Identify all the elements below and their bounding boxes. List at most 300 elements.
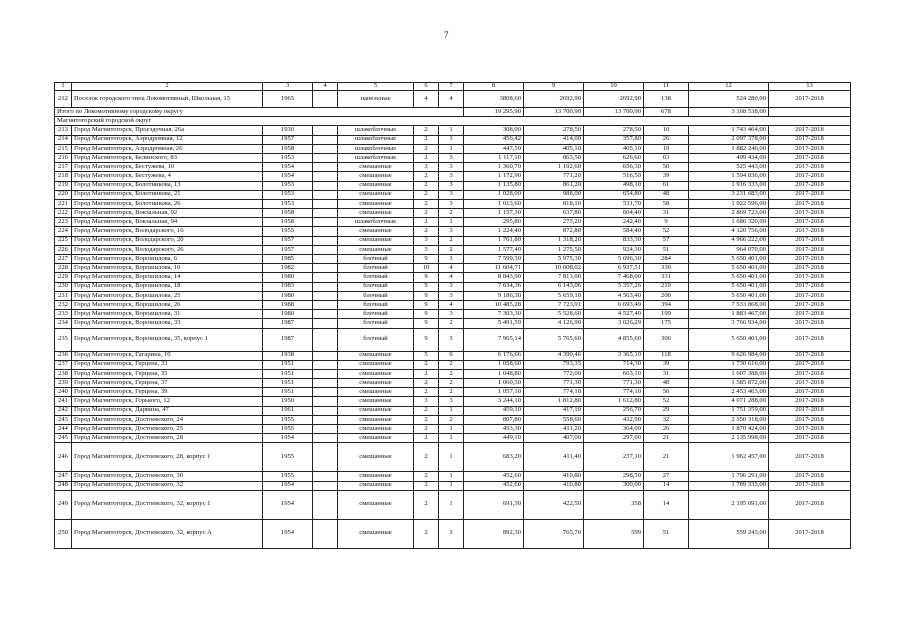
- table-row: [55, 227, 851, 236]
- repair-period-cell: 2017-2018: [769, 351, 851, 360]
- entrances-cell: 3: [439, 310, 464, 319]
- row-number-cell: 219: [55, 181, 72, 190]
- address-cell: Город Магнитогорск, Бестужева, 4: [72, 172, 263, 181]
- address-cell: Город Магнитогорск, Ворошилова, 25: [72, 291, 263, 300]
- living-area-cell: 818,10: [524, 199, 584, 208]
- residential-area-cell: 432,90: [584, 415, 644, 424]
- table-row: [55, 519, 851, 548]
- floors-cell: 9: [414, 300, 439, 309]
- residents-cell: 10: [644, 126, 689, 135]
- row-number-cell: 228: [55, 264, 72, 273]
- residents-cell: 199: [644, 310, 689, 319]
- total-area-cell: 459,10: [464, 406, 524, 415]
- residents-cell: 63: [644, 153, 689, 162]
- row-number-cell: 222: [55, 209, 72, 218]
- residential-area-cell: 656,30: [584, 163, 644, 172]
- wall-material-cell: смешанные: [338, 190, 414, 199]
- living-area-cell: 5 975,30: [524, 255, 584, 264]
- entrances-cell: 1: [439, 135, 464, 144]
- address-cell: Город Магнитогорск, Достоевского, 28, корпус 1: [72, 443, 263, 472]
- repair-cost-cell: 2 453 463,00: [689, 388, 769, 397]
- living-area-cell: 411,40: [524, 443, 584, 472]
- column-4-cell: [313, 236, 338, 245]
- column-4-cell: [313, 144, 338, 153]
- repair-cost-cell: 7 533 868,00: [689, 300, 769, 309]
- address-cell: Город Магнитогорск, Достоевского, 24: [72, 415, 263, 424]
- column-4-cell: [313, 388, 338, 397]
- wall-material-cell: смешанные: [338, 172, 414, 181]
- total-area-cell: 1 577,40: [464, 245, 524, 254]
- total-area-cell: 1 157,30: [464, 209, 524, 218]
- residential-area-cell: 771,30: [584, 379, 644, 388]
- table-row: [55, 472, 851, 481]
- living-area-cell: 5 528,60: [524, 310, 584, 319]
- residents-cell: 31: [644, 209, 689, 218]
- wall-material-cell: блочный: [338, 264, 414, 273]
- table-row: [55, 300, 851, 309]
- total-area-cell: 1 761,80: [464, 236, 524, 245]
- year-built-cell: 1953: [263, 190, 313, 199]
- repair-period-cell: 2017-2018: [769, 91, 851, 108]
- table-row: [55, 319, 851, 328]
- repair-cost-cell: 4 966 222,00: [689, 236, 769, 245]
- floors-cell: 2: [414, 190, 439, 199]
- residents-cell: 27: [644, 472, 689, 481]
- column-number-4: 4: [313, 83, 338, 91]
- address-cell: Город Магнитогорск, Аэродромная, 26: [72, 144, 263, 153]
- total-area-cell: 1 360,70: [464, 163, 524, 172]
- repair-period-cell: 2017-2018: [769, 172, 851, 181]
- repair-cost-cell: 1 883 467,00: [689, 310, 769, 319]
- repair-period-cell: 2017-2018: [769, 135, 851, 144]
- residents-cell: 57: [644, 236, 689, 245]
- address-cell: Город Магнитогорск, Герцена, 33: [72, 360, 263, 369]
- total-area-cell: 7 634,36: [464, 282, 524, 291]
- repair-cost-cell: 1 796 291,00: [689, 472, 769, 481]
- repair-period-cell: 2017-2018: [769, 415, 851, 424]
- address-cell: Город Магнитогорск, Болотникова, 13: [72, 181, 263, 190]
- wall-material-cell: смешанные: [338, 490, 414, 519]
- floors-cell: 2: [414, 415, 439, 424]
- total-area-cell: 452,60: [464, 472, 524, 481]
- floors-cell: 9: [414, 291, 439, 300]
- residential-area-cell: 498,10: [584, 181, 644, 190]
- residents-cell: 58: [644, 199, 689, 208]
- table-row: [55, 135, 851, 144]
- total-area-cell: 1 057,10: [464, 388, 524, 397]
- row-number-cell: 221: [55, 199, 72, 208]
- repair-period-cell: 2017-2018: [769, 209, 851, 218]
- column-4-cell: [313, 163, 338, 172]
- year-built-cell: 1955: [263, 472, 313, 481]
- residential-area-cell: 5 696,30: [584, 255, 644, 264]
- entrances-cell: 1: [439, 218, 464, 227]
- address-cell: Город Магнитогорск, Достоевского, 32, корпус 1: [72, 490, 263, 519]
- repair-period-cell: 2017-2018: [769, 282, 851, 291]
- address-cell: Город Магнитогорск, Герцена, 39: [72, 388, 263, 397]
- column-number-header-row: [55, 83, 851, 91]
- table-row: [55, 379, 851, 388]
- year-built-cell: 1982: [263, 264, 313, 273]
- wall-material-cell: шлакоблочные: [338, 126, 414, 135]
- year-built-cell: 1951: [263, 369, 313, 378]
- living-area-cell: 407,00: [524, 434, 584, 443]
- repair-period-cell: 2017-2018: [769, 472, 851, 481]
- section-title: Магнитогорский городской округ: [55, 117, 851, 126]
- repair-period-cell: 2017-2018: [769, 328, 851, 351]
- row-number-cell: 217: [55, 163, 72, 172]
- floors-cell: 3: [414, 236, 439, 245]
- residential-area-cell: 663,10: [584, 369, 644, 378]
- entrances-cell: 3: [439, 282, 464, 291]
- wall-material-cell: блочный: [338, 291, 414, 300]
- floors-cell: 9: [414, 282, 439, 291]
- total-area-cell: 807,80: [464, 415, 524, 424]
- table-row: [55, 481, 851, 490]
- total-cost-cell: 3 168 538,00: [689, 108, 769, 117]
- repair-cost-cell: 2 135 998,00: [689, 434, 769, 443]
- column-4-cell: [313, 472, 338, 481]
- year-built-cell: 1965: [263, 91, 313, 108]
- residential-area-cell: 256,70: [584, 406, 644, 415]
- total-area-cell: 683,20: [464, 443, 524, 472]
- residents-cell: 39: [644, 172, 689, 181]
- year-built-cell: 1954: [263, 434, 313, 443]
- year-built-cell: 1987: [263, 328, 313, 351]
- year-built-cell: 1954: [263, 172, 313, 181]
- year-built-cell: 1954: [263, 519, 313, 548]
- residents-cell: 51: [644, 245, 689, 254]
- table-row: [55, 415, 851, 424]
- table-row: [55, 310, 851, 319]
- residential-area-cell: 358: [584, 490, 644, 519]
- total-area-cell: 7 303,30: [464, 310, 524, 319]
- address-cell: Город Магнитогорск, Ворошилова, 6: [72, 255, 263, 264]
- floors-cell: 4: [414, 91, 439, 108]
- residential-area-cell: 4 563,40: [584, 291, 644, 300]
- entrances-cell: 4: [439, 264, 464, 273]
- address-cell: Город Магнитогорск, Проездочная, 26а: [72, 126, 263, 135]
- repair-cost-cell: 1 594 836,00: [689, 172, 769, 181]
- repair-period-cell: 2017-2018: [769, 360, 851, 369]
- repair-cost-cell: 1 916 333,00: [689, 181, 769, 190]
- living-area-cell: 793,35: [524, 360, 584, 369]
- repair-cost-cell: 2 195 091,00: [689, 490, 769, 519]
- year-built-cell: 1957: [263, 135, 313, 144]
- row-number-cell: 230: [55, 282, 72, 291]
- living-area-cell: 1 318,20: [524, 236, 584, 245]
- table-row: [55, 190, 851, 199]
- floors-cell: 2: [414, 218, 439, 227]
- repair-cost-cell: 4 120 756,00: [689, 227, 769, 236]
- living-area-cell: 861,20: [524, 181, 584, 190]
- living-area-cell: 410,80: [524, 472, 584, 481]
- living-area-cell: 10 608,02: [524, 264, 584, 273]
- residents-cell: 394: [644, 300, 689, 309]
- residents-cell: 19: [644, 144, 689, 153]
- table-row: [55, 406, 851, 415]
- table-row: [55, 369, 851, 378]
- residents-cell: 21: [644, 443, 689, 472]
- table-row: [55, 126, 851, 135]
- year-built-cell: 1951: [263, 360, 313, 369]
- row-number-cell: 247: [55, 472, 72, 481]
- repair-cost-cell: 5 650 401,00: [689, 328, 769, 351]
- residential-area-cell: 3 365,10: [584, 351, 644, 360]
- wall-material-cell: смешанные: [338, 434, 414, 443]
- row-number-cell: 231: [55, 291, 72, 300]
- entrances-cell: 3: [439, 190, 464, 199]
- column-4-cell: [313, 369, 338, 378]
- row-number-cell: 229: [55, 273, 72, 282]
- floors-cell: 2: [414, 360, 439, 369]
- table-row: [55, 328, 851, 351]
- year-built-cell: 1955: [263, 425, 313, 434]
- total-area-cell: 447,50: [464, 144, 524, 153]
- column-number-6: 6: [414, 83, 439, 91]
- total-area-cell: 1 135,80: [464, 181, 524, 190]
- table-row: [55, 209, 851, 218]
- residents-cell: 306: [644, 328, 689, 351]
- total-a8-cell: 19 295,90: [464, 108, 524, 117]
- repair-cost-cell: 1 607 388,00: [689, 369, 769, 378]
- wall-material-cell: смешанные: [338, 181, 414, 190]
- column-number-9: 9: [524, 83, 584, 91]
- repair-period-cell: 2017-2018: [769, 245, 851, 254]
- section-title-row: [55, 117, 851, 126]
- floors-cell: 2: [414, 406, 439, 415]
- living-area-cell: 2692,90: [524, 91, 584, 108]
- entrances-cell: 3: [439, 255, 464, 264]
- residents-cell: 14: [644, 481, 689, 490]
- wall-material-cell: смешанные: [338, 397, 414, 406]
- residents-cell: 9: [644, 218, 689, 227]
- floors-cell: 2: [414, 490, 439, 519]
- living-area-cell: 273,20: [524, 218, 584, 227]
- residential-area-cell: 599: [584, 519, 644, 548]
- address-cell: Город Магнитогорск, Ворошилова, 35, корпус 1: [72, 328, 263, 351]
- floors-cell: 2: [414, 425, 439, 434]
- column-4-cell: [313, 360, 338, 369]
- table-row: [55, 282, 851, 291]
- column-4-cell: [313, 209, 338, 218]
- column-4-cell: [313, 190, 338, 199]
- column-4-cell: [313, 291, 338, 300]
- column-number-7: 7: [439, 83, 464, 91]
- living-area-cell: 7 813,00: [524, 273, 584, 282]
- total-row: [55, 108, 851, 117]
- floors-cell: 2: [414, 199, 439, 208]
- year-built-cell: 1953: [263, 181, 313, 190]
- living-area-cell: 1 275,50: [524, 245, 584, 254]
- entrances-cell: 3: [439, 163, 464, 172]
- year-built-cell: 1958: [263, 209, 313, 218]
- column-4-cell: [313, 425, 338, 434]
- address-cell: Город Магнитогорск, Горького, 12: [72, 397, 263, 406]
- row-number-cell: 244: [55, 425, 72, 434]
- repair-cost-cell: 1 962 457,00: [689, 443, 769, 472]
- year-built-cell: 1957: [263, 245, 313, 254]
- column-4-cell: [313, 300, 338, 309]
- residents-cell: 331: [644, 273, 689, 282]
- total-area-cell: 8 843,90: [464, 273, 524, 282]
- column-4-cell: [313, 379, 338, 388]
- living-area-cell: 771,20: [524, 172, 584, 181]
- living-area-cell: 1 812,80: [524, 397, 584, 406]
- floors-cell: 2: [414, 172, 439, 181]
- table-row: [55, 434, 851, 443]
- repair-cost-cell: 1 585 872,00: [689, 379, 769, 388]
- column-4-cell: [313, 172, 338, 181]
- floors-cell: 2: [414, 153, 439, 162]
- address-cell: Город Магнитогорск, Ворошилова, 10: [72, 264, 263, 273]
- table-row: [55, 360, 851, 369]
- column-4-cell: [313, 245, 338, 254]
- living-area-cell: 765,70: [524, 519, 584, 548]
- floors-cell: 2: [414, 481, 439, 490]
- address-cell: Город Магнитогорск, Вокзальная, 94: [72, 218, 263, 227]
- year-built-cell: 1958: [263, 144, 313, 153]
- total-area-cell: 308,00: [464, 126, 524, 135]
- repair-period-cell: 2017-2018: [769, 273, 851, 282]
- residential-area-cell: 242,40: [584, 218, 644, 227]
- residential-area-cell: 6 937,51: [584, 264, 644, 273]
- row-number-cell: 213: [55, 126, 72, 135]
- repair-cost-cell: 964 070,00: [689, 245, 769, 254]
- row-number-cell: 212: [55, 91, 72, 108]
- entrances-cell: 4: [439, 300, 464, 309]
- repair-cost-cell: 3 766 934,00: [689, 319, 769, 328]
- living-area-cell: 771,30: [524, 379, 584, 388]
- floors-cell: 9: [414, 328, 439, 351]
- living-area-cell: 4 126,90: [524, 319, 584, 328]
- entrances-cell: 2: [439, 236, 464, 245]
- residents-cell: 175: [644, 319, 689, 328]
- row-number-cell: 245: [55, 434, 72, 443]
- residential-area-cell: 237,10: [584, 443, 644, 472]
- repair-period-cell: 2017-2018: [769, 300, 851, 309]
- row-number-cell: 232: [55, 300, 72, 309]
- residential-area-cell: 300,00: [584, 481, 644, 490]
- repair-cost-cell: 1 789 335,00: [689, 481, 769, 490]
- row-number-cell: 240: [55, 388, 72, 397]
- row-number-cell: 237: [55, 360, 72, 369]
- page-number: 7: [444, 30, 449, 40]
- residents-cell: 26: [644, 425, 689, 434]
- repair-cost-cell: 1 922 596,00: [689, 199, 769, 208]
- residents-cell: 39: [644, 360, 689, 369]
- year-built-cell: 1955: [263, 227, 313, 236]
- repair-period-cell: 2017-2018: [769, 319, 851, 328]
- residential-area-cell: 7 468,00: [584, 273, 644, 282]
- row-number-cell: 238: [55, 369, 72, 378]
- floors-cell: 2: [414, 369, 439, 378]
- entrances-cell: 3: [439, 153, 464, 162]
- repair-cost-cell: 1 870 424,00: [689, 425, 769, 434]
- column-4-cell: [313, 181, 338, 190]
- year-built-cell: 1938: [263, 351, 313, 360]
- repair-cost-cell: 5 650 401,00: [689, 273, 769, 282]
- row-number-cell: 246: [55, 443, 72, 472]
- repair-period-cell: 2017-2018: [769, 236, 851, 245]
- residential-area-cell: 654,80: [584, 190, 644, 199]
- year-built-cell: 1958: [263, 218, 313, 227]
- total-label: Итого по Локомотивному городскому округу: [55, 108, 464, 117]
- floors-cell: 2: [414, 472, 439, 481]
- wall-material-cell: шлакоблочные: [338, 218, 414, 227]
- floors-cell: 3: [414, 163, 439, 172]
- column-4-cell: [313, 481, 338, 490]
- column-number-11: 11: [644, 83, 689, 91]
- year-built-cell: 1954: [263, 490, 313, 519]
- table-row: [55, 91, 851, 108]
- column-4-cell: [313, 443, 338, 472]
- table-row: [55, 236, 851, 245]
- column-4-cell: [313, 91, 338, 108]
- row-number-cell: 223: [55, 218, 72, 227]
- repair-period-cell: 2017-2018: [769, 181, 851, 190]
- row-number-cell: 233: [55, 310, 72, 319]
- entrances-cell: 3: [439, 519, 464, 548]
- wall-material-cell: блочный: [338, 300, 414, 309]
- table-row: [55, 181, 851, 190]
- living-area-cell: 414,00: [524, 135, 584, 144]
- entrances-cell: 1: [439, 425, 464, 434]
- table-row: [55, 172, 851, 181]
- total-area-cell: 6 176,66: [464, 351, 524, 360]
- repair-cost-cell: 2 869 723,00: [689, 209, 769, 218]
- floors-cell: 2: [414, 209, 439, 218]
- repair-cost-cell: 525 443,00: [689, 163, 769, 172]
- total-area-cell: 1 224,40: [464, 227, 524, 236]
- column-4-cell: [313, 255, 338, 264]
- row-number-cell: 225: [55, 236, 72, 245]
- row-number-cell: 250: [55, 519, 72, 548]
- residential-area-cell: 298,50: [584, 472, 644, 481]
- living-area-cell: 278,50: [524, 126, 584, 135]
- entrances-cell: 3: [439, 328, 464, 351]
- column-4-cell: [313, 397, 338, 406]
- wall-material-cell: смешанные: [338, 360, 414, 369]
- year-built-cell: 1988: [263, 300, 313, 309]
- floors-cell: 2: [414, 144, 439, 153]
- year-built-cell: 1955: [263, 415, 313, 424]
- address-cell: Город Магнитогорск, Аэродромная, 12: [72, 135, 263, 144]
- repair-period-cell: 2017-2018: [769, 255, 851, 264]
- column-number-12: 12: [689, 83, 769, 91]
- repair-cost-cell: 1 686 320,00: [689, 218, 769, 227]
- wall-material-cell: смешанные: [338, 388, 414, 397]
- address-cell: Город Магнитогорск, Достоевского, 30: [72, 472, 263, 481]
- living-area-cell: 6 143,06: [524, 282, 584, 291]
- address-cell: Город Магнитогорск, Дарвина, 47: [72, 406, 263, 415]
- living-area-cell: 417,10: [524, 406, 584, 415]
- residents-cell: 32: [644, 415, 689, 424]
- address-cell: Город Магнитогорск, Ворошилова, 18: [72, 282, 263, 291]
- floors-cell: 9: [414, 319, 439, 328]
- entrances-cell: 4: [439, 273, 464, 282]
- residents-cell: 48: [644, 379, 689, 388]
- residential-area-cell: 584,40: [584, 227, 644, 236]
- repair-period-cell: 2017-2018: [769, 425, 851, 434]
- entrances-cell: 3: [439, 199, 464, 208]
- floors-cell: 2: [414, 379, 439, 388]
- row-number-cell: 220: [55, 190, 72, 199]
- living-area-cell: 863,50: [524, 153, 584, 162]
- repair-cost-cell: 1 730 616,00: [689, 360, 769, 369]
- entrances-cell: 3: [439, 397, 464, 406]
- column-4-cell: [313, 199, 338, 208]
